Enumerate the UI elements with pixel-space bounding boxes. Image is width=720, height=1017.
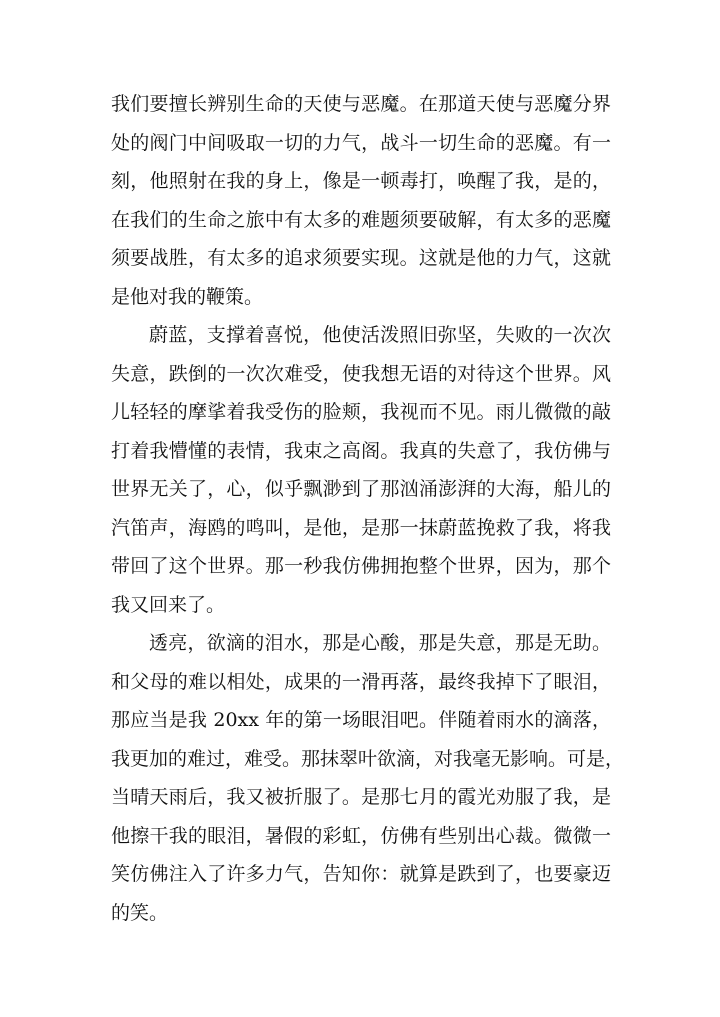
text-line: 须要战胜，有太多的追求须要实现。这就是他的力气，这就 — [111, 247, 611, 269]
paragraph-start-line: 透亮，欲滴的泪水，那是心酸，那是失意，那是无助。 — [149, 632, 611, 654]
text-line: 我又回来了。 — [111, 593, 226, 616]
text-line: 我更加的难过，难受。那抹翠叶欲滴，对我毫无影响。可是， — [111, 747, 625, 770]
text-line: 他擦干我的眼泪，暑假的彩虹，仿佛有些别出心裁。微微一 — [111, 824, 611, 847]
paragraph-start-line: 蔚蓝，支撑着喜悦，他使活泼照旧弥坚，失败的一次次 — [149, 324, 611, 346]
text-line: 汽笛声，海鸥的鸣叫，是他，是那一抹蔚蓝挽救了我，将我 — [111, 516, 611, 539]
text-line: 刻，他照射在我的身上，像是一顿毒打，唤醒了我，是的， — [111, 170, 611, 192]
essay-body — [111, 85, 625, 932]
text-line: 失意，跌倒的一次次难受，使我想无语的对待这个世界。风 — [111, 362, 611, 385]
text-line: 当晴天雨后，我又被折服了。是那七月的霞光劝服了我，是 — [111, 786, 611, 808]
text-line: 的笑。 — [111, 901, 169, 924]
text-line: 和父母的难以相处，成果的一滑再落，最终我掉下了眼泪， — [111, 670, 611, 693]
text-line: 打着我懵懂的表情，我束之高阁。我真的失意了，我仿佛与 — [111, 439, 611, 462]
text-line: 世界无关了，心，似乎飘渺到了那汹涌澎湃的大海，船儿的 — [111, 478, 611, 500]
text-line: 是他对我的鞭策。 — [111, 285, 264, 308]
text-line: 儿轻轻的摩挲着我受伤的脸颊，我视而不见。雨儿微微的敲 — [111, 401, 611, 423]
text-line: 那应当是我 20xx 年的第一场眼泪吧。伴随着雨水的滴落， — [111, 709, 611, 731]
text-line: 处的阀门中间吸取一切的力气，战斗一切生命的恶魔。有一 — [111, 131, 611, 154]
text-line: 我们要擅长辨别生命的天使与恶魔。在那道天使与恶魔分界 — [111, 93, 611, 115]
text-line: 笑仿佛注入了许多力气，告知你：就算是跌到了，也要豪迈 — [111, 863, 611, 885]
text-line: 在我们的生命之旅中有太多的难题须要破解，有太多的恶魔 — [111, 208, 611, 231]
text-line: 带回了这个世界。那一秒我仿佛拥抱整个世界，因为，那个 — [111, 555, 611, 577]
